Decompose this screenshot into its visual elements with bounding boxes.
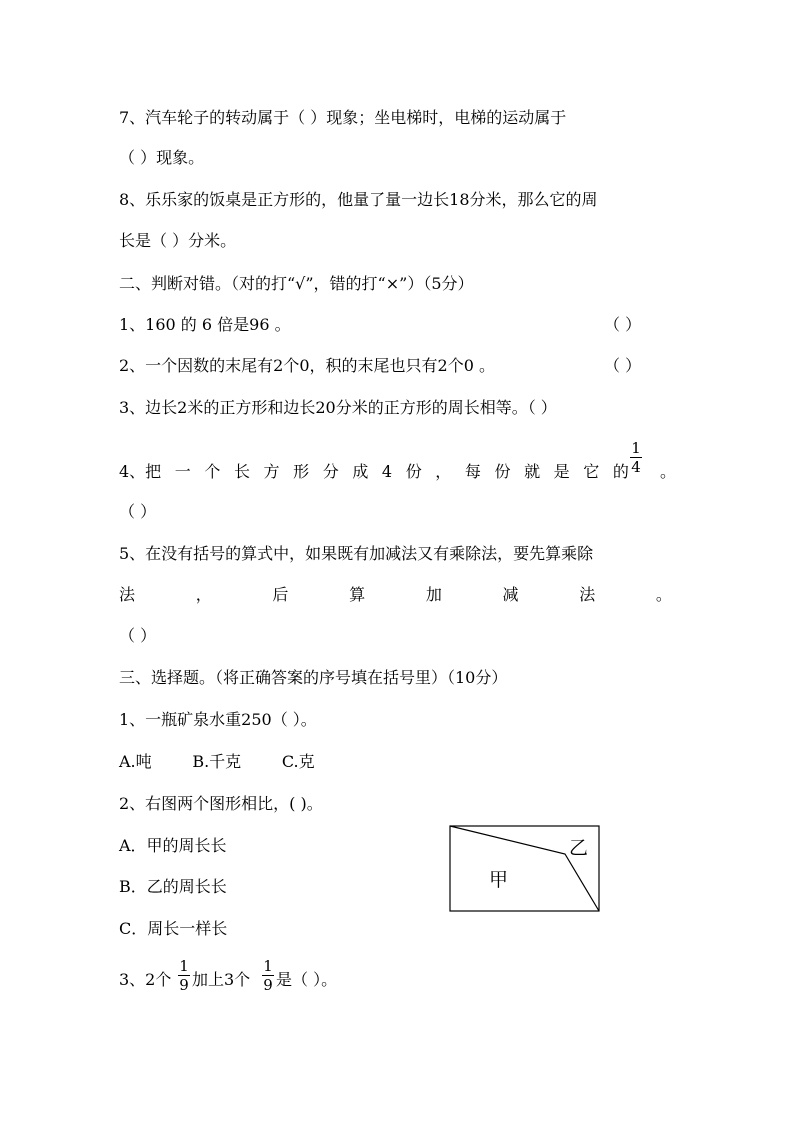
q7-line1: 7、汽车轮子的转动属于（ ）现象；坐电梯时，电梯的运动属于 (119, 108, 567, 127)
s2-item4-word: 就 (524, 462, 541, 481)
s3-q1-text: 1、一瓶矿泉水重250（ ）。 (119, 710, 317, 729)
s2-item4-word: ， (435, 462, 452, 481)
s2-item4-word: 每 (464, 462, 481, 481)
fraction-denominator: 4 (631, 458, 641, 476)
s2-item5-line1: 5、在没有括号的算式中，如果既有加减法又有乘除法，要先算乘除 (119, 544, 594, 563)
s2-item4-line (119, 462, 629, 482)
s2-item4-word: 份 (405, 462, 422, 481)
label-yi: 乙 (569, 837, 589, 859)
s2-item4-word: 份 (494, 462, 511, 481)
s3-q3-fraction-1 (178, 958, 190, 993)
s3-q2-option-b: B．乙的周长长 (119, 877, 227, 896)
q7-line2: （ ）现象。 (119, 148, 205, 167)
s2-item4-word: 方 (263, 462, 280, 481)
s2-item5-word: 后 (272, 585, 289, 604)
s2-item5-word: 加 (425, 585, 442, 604)
s3-q2-option-a: A．甲的周长长 (119, 836, 227, 855)
s2-item3-text: 3、边长2米的正方形和边长20分米的正方形的周长相等。（ ） (119, 398, 557, 417)
fraction-denominator: 9 (263, 976, 273, 994)
s2-item4-end: 。 (660, 462, 677, 481)
s3-q3-part3: 是（ ）。 (276, 970, 338, 989)
fraction-numerator: 1 (631, 439, 641, 457)
s2-item4-word: 它 (583, 462, 600, 481)
section3-heading: 三、选择题。（将正确答案的序号填在括号里）（10分） (119, 668, 508, 687)
s2-item5-line2 (119, 585, 672, 605)
s2-item4-word: 个 (204, 462, 221, 481)
fraction-denominator: 9 (179, 976, 189, 994)
q8-line2: 长是（ ）分米。 (119, 231, 237, 250)
s3-q3-part1: 3、2个 (119, 970, 172, 989)
s2-item4-word: 长 (233, 462, 250, 481)
s2-item4-word: 4 (381, 462, 393, 481)
s2-item4-word: 一 (174, 462, 191, 481)
section2-heading: 二、判断对错。（对的打“√”，错的打“×”）（5分） (119, 274, 474, 293)
s2-item4-word: 是 (553, 462, 570, 481)
s2-item5-word: 法 (579, 585, 596, 604)
s2-item2-answer-paren: （ ） (604, 356, 642, 375)
s2-item1-answer-paren: （ ） (604, 315, 642, 334)
s2-item5-word: 减 (502, 585, 519, 604)
s2-item5-word: 算 (349, 585, 366, 604)
s2-item5-answer-paren: （ ） (119, 626, 157, 645)
s2-item5-word: 法 (119, 585, 136, 604)
fraction-numerator: 1 (263, 957, 273, 975)
s3-q1-options: A.吨 B.千克 C.克 (119, 752, 315, 771)
q8-line1: 8、乐乐家的饭桌是正方形的，他量了量一边长18分米，那么它的周 (119, 190, 598, 209)
s2-item4-word: 分 (322, 462, 339, 481)
s2-item4-word: 的 (612, 462, 629, 481)
label-jia: 甲 (489, 869, 509, 891)
s2-item4-word: 4、把 (119, 462, 162, 481)
s3-q3-fraction-2 (262, 958, 274, 993)
s2-item5-word: 。 (655, 585, 672, 604)
s3-q3-part2: 加上3个 (192, 970, 251, 989)
s3-q2-option-c: C．周长一样长 (119, 919, 228, 938)
s2-item2-text: 2、一个因数的末尾有2个0，积的末尾也只有2个0 。 (119, 356, 495, 375)
s2-item4-word: 形 (293, 462, 310, 481)
s2-item4-fraction (630, 440, 642, 475)
s2-item1-text: 1、160 的 6 倍是96 。 (119, 315, 291, 334)
s2-item4-answer-paren: （ ） (119, 502, 157, 521)
shape-comparison-figure (449, 825, 601, 913)
s3-q2-text: 2、右图两个图形相比，( )。 (119, 794, 323, 813)
s2-item4-word: 成 (352, 462, 369, 481)
s2-item5-word: ， (195, 585, 212, 604)
fraction-numerator: 1 (179, 957, 189, 975)
